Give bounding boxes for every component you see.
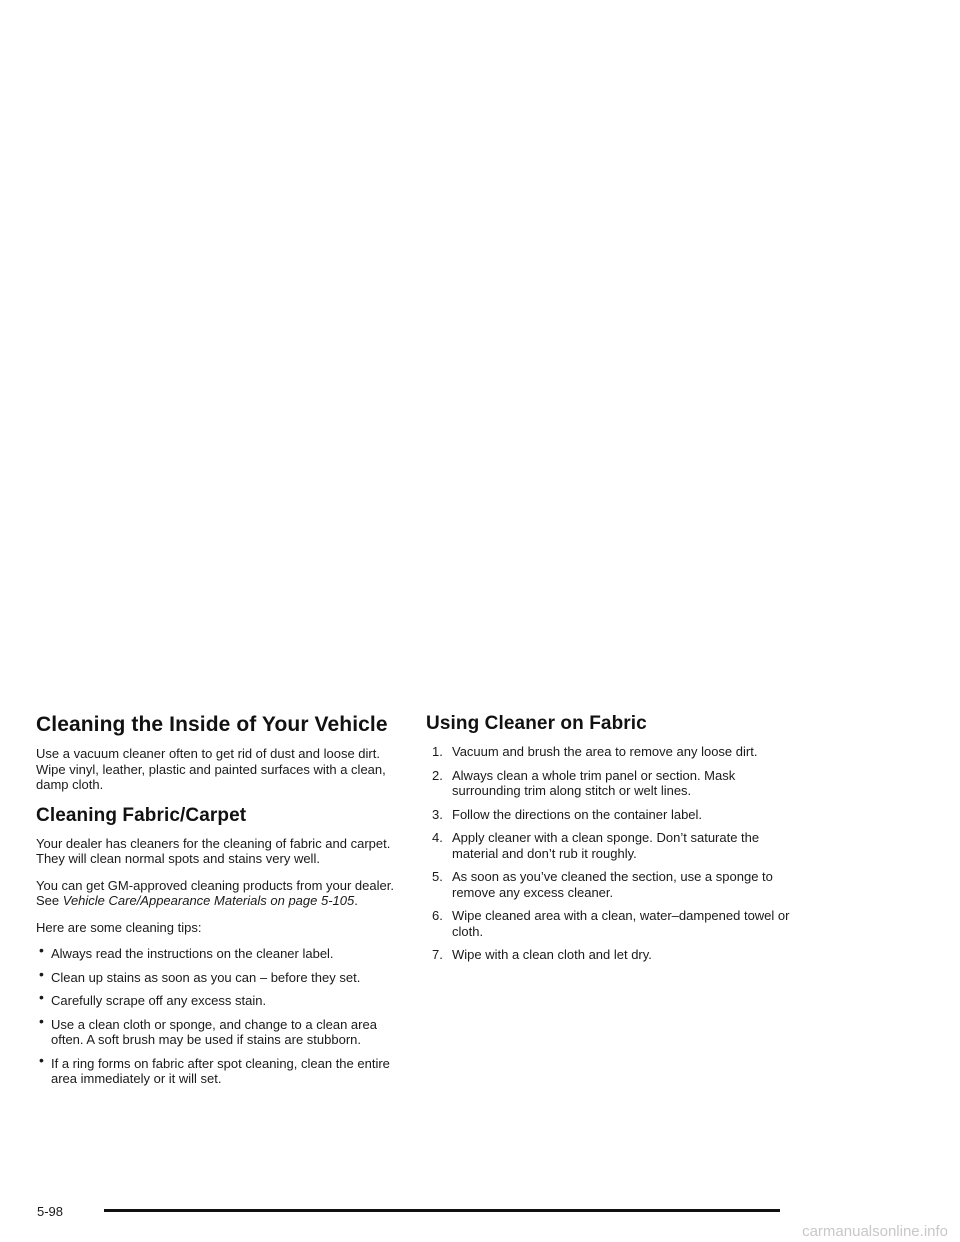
dealer-cleaners-paragraph: Your dealer has cleaners for the cleaning of fabric and carpet. They will clean normal spots and stains very well. [36, 835, 391, 866]
subsection-heading-fabric-carpet: Cleaning Fabric/Carpet [36, 804, 247, 826]
page-number: 5-98 [37, 1204, 64, 1219]
tip-text: Always read the instructions on the cleaner label. [51, 946, 334, 961]
tips-intro: Here are some cleaning tips: [36, 919, 202, 935]
tip-text: Clean up stains as soon as you can – before they set. [51, 969, 361, 985]
step-text: Apply cleaner with a clean sponge. Don’t saturate the material and don’t rub it roughly. [452, 830, 760, 861]
step-number: 6. [432, 908, 443, 923]
list-item [426, 744, 792, 760]
step-text: Vacuum and brush the area to remove any loose dirt. [452, 744, 758, 759]
step-text: Wipe with a clean cloth and let dry. [452, 947, 652, 962]
watermark: carmanualsonline.info [802, 1223, 948, 1240]
intro-paragraph: Use a vacuum cleaner often to get rid of dust and loose dirt. Wipe vinyl, leather, plastic and painted surfaces with a clean, damp cloth. [36, 746, 386, 792]
right-column [426, 712, 792, 971]
list-item [426, 869, 792, 900]
steps-list [426, 744, 792, 963]
section-heading-using-cleaner: Using Cleaner on Fabric [426, 713, 647, 734]
footer-divider [104, 1209, 780, 1212]
list-item [36, 1051, 398, 1087]
tip-text: If a ring forms on fabric after spot cleaning, clean the entire area immediately or it will set. [51, 1055, 390, 1086]
cross-reference-link[interactable]: Vehicle Care/Appearance Materials on page 5-105 [62, 893, 355, 908]
list-item [36, 965, 398, 986]
step-number: 2. [432, 767, 443, 783]
list-item [36, 989, 398, 1009]
list-item [36, 1012, 398, 1048]
step-number: 5. [432, 869, 443, 884]
step-text: Wipe cleaned area with a clean, water–dampened towel or cloth. [452, 908, 790, 939]
list-item [426, 807, 792, 823]
step-number: 4. [432, 830, 443, 845]
bullet-icon: • [39, 1012, 44, 1029]
bullet-icon: • [39, 965, 44, 982]
gm-products-text: You can get GM-approved cleaning products from your dealer. See [36, 877, 394, 908]
left-column [36, 712, 398, 1095]
tip-text: Use a clean cloth or sponge, and change to a clean area often. A soft brush may be used if stains are stubborn. [51, 1016, 377, 1047]
tip-text: Carefully scrape off any excess stain. [51, 993, 267, 1008]
bullet-icon: • [39, 989, 44, 1005]
step-number: 1. [432, 744, 443, 759]
gm-products-period: . [354, 893, 358, 908]
bullet-icon: • [39, 1051, 44, 1068]
step-text: Follow the directions on the container label. [452, 806, 703, 822]
step-text: Always clean a whole trim panel or section. Mask surrounding trim along stitch or welt lines. [452, 767, 736, 798]
section-heading-cleaning-inside: Cleaning the Inside of Your Vehicle [36, 713, 388, 736]
list-item [426, 908, 792, 939]
list-item [36, 942, 398, 962]
list-item [426, 947, 792, 963]
step-number: 3. [432, 806, 443, 822]
step-text: As soon as you’ve cleaned the section, use a sponge to remove any excess cleaner. [452, 869, 773, 900]
gm-products-paragraph [36, 878, 398, 909]
step-number: 7. [432, 947, 443, 962]
bullet-icon: • [39, 942, 44, 958]
list-item [426, 768, 792, 799]
list-item [426, 830, 792, 861]
cleaning-tips-list [36, 942, 398, 1087]
